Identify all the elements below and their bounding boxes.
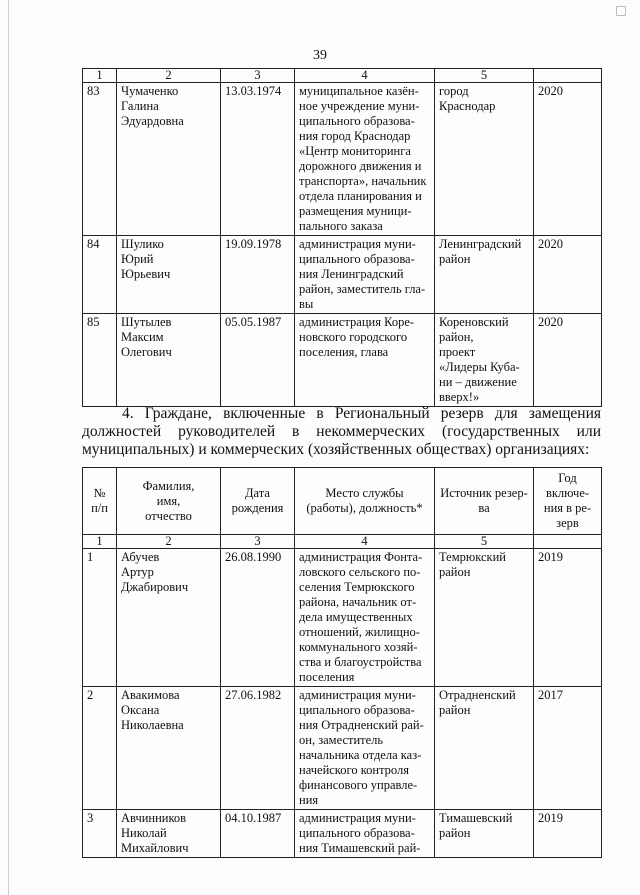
column-number: 3 bbox=[221, 535, 295, 549]
reserve-source: Тимашевский район bbox=[435, 810, 534, 858]
birth-date: 19.09.1978 bbox=[221, 236, 295, 314]
column-number-row bbox=[83, 69, 602, 83]
header-birth-date: Дата рождения bbox=[221, 468, 295, 535]
inclusion-year: 2020 bbox=[534, 236, 602, 314]
reserve-source: Отрадненский район bbox=[435, 687, 534, 810]
column-number: 2 bbox=[117, 69, 221, 83]
header-year: Год включе- ния в ре- зерв bbox=[534, 468, 602, 535]
birth-date: 27.06.1982 bbox=[221, 687, 295, 810]
reserve-source: город Краснодар bbox=[435, 83, 534, 236]
table-row bbox=[83, 549, 602, 687]
table-row bbox=[83, 236, 602, 314]
column-number bbox=[534, 69, 602, 83]
person-name: Авакимова Оксана Николаевна bbox=[117, 687, 221, 810]
person-name: Шулико Юрий Юрьевич bbox=[117, 236, 221, 314]
row-number: 3 bbox=[83, 810, 117, 858]
inclusion-year: 2017 bbox=[534, 687, 602, 810]
person-name: Авчинников Николай Михайлович bbox=[117, 810, 221, 858]
reserve-source: Ленинградский район bbox=[435, 236, 534, 314]
column-number: 3 bbox=[221, 69, 295, 83]
birth-date: 13.03.1974 bbox=[221, 83, 295, 236]
column-number: 4 bbox=[295, 535, 435, 549]
row-number: 83 bbox=[83, 83, 117, 236]
table-row bbox=[83, 687, 602, 810]
column-number: 2 bbox=[117, 535, 221, 549]
person-name: Шутылев Максим Олегович bbox=[117, 314, 221, 407]
header-row bbox=[83, 468, 602, 535]
corner-mark bbox=[616, 6, 626, 16]
page-binding-line bbox=[8, 0, 9, 895]
column-number: 1 bbox=[83, 535, 117, 549]
reserve-table-continued bbox=[82, 68, 602, 407]
header-source: Источник резер- ва bbox=[435, 468, 534, 535]
row-number: 2 bbox=[83, 687, 117, 810]
workplace-position: администрация муни- ципального образова- ния Отрадненский рай- он, заместитель начальника отдела каз- начейского контроля финансового управле- ния bbox=[295, 687, 435, 810]
header-number: № п/п bbox=[83, 468, 117, 535]
table-row bbox=[83, 314, 602, 407]
inclusion-year: 2020 bbox=[534, 83, 602, 236]
row-number: 85 bbox=[83, 314, 117, 407]
column-number bbox=[534, 535, 602, 549]
birth-date: 26.08.1990 bbox=[221, 549, 295, 687]
workplace-position: администрация муни- ципального образова- ния Тимашевский рай- bbox=[295, 810, 435, 858]
inclusion-year: 2019 bbox=[534, 810, 602, 858]
workplace-position: администрация Фонта- ловского сельского по- селения Темрюкского района, начальник от- дела имущественных отношений, жилищно- коммунального хозяй- ства и благоустройства поселения bbox=[295, 549, 435, 687]
column-number: 1 bbox=[83, 69, 117, 83]
column-number: 5 bbox=[435, 69, 534, 83]
reserve-table-section-4 bbox=[82, 467, 602, 858]
header-position: Место службы (работы), должность* bbox=[295, 468, 435, 535]
column-number: 5 bbox=[435, 535, 534, 549]
reserve-source: Темрюкский район bbox=[435, 549, 534, 687]
person-name: Абучев Артур Джабирович bbox=[117, 549, 221, 687]
birth-date: 05.05.1987 bbox=[221, 314, 295, 407]
row-number: 84 bbox=[83, 236, 117, 314]
person-name: Чумаченко Галина Эдуардовна bbox=[117, 83, 221, 236]
inclusion-year: 2019 bbox=[534, 549, 602, 687]
header-name: Фамилия, имя, отчество bbox=[117, 468, 221, 535]
page-number: 39 bbox=[313, 48, 327, 63]
row-number: 1 bbox=[83, 549, 117, 687]
reserve-source: Кореновский район, проект «Лидеры Кубa- ни – движение вверх!» bbox=[435, 314, 534, 407]
birth-date: 04.10.1987 bbox=[221, 810, 295, 858]
workplace-position: администрация Коре- новского городского поселения, глава bbox=[295, 314, 435, 407]
section-heading: 4. Граждане, включенные в Региональный резерв для замещения должностей руководителей в некоммерческих (государственных или муниципальных) и коммерческих (хозяйственных обществах) организациях: bbox=[82, 405, 601, 458]
workplace-position: муниципальное казён- ное учреждение муни- ципального образова- ния город Краснодар «Центр мониторинга дорожного движения и транспорта», начальник отдела планирования и размещения муници- пального заказа bbox=[295, 83, 435, 236]
column-number: 4 bbox=[295, 69, 435, 83]
table-row bbox=[83, 810, 602, 858]
workplace-position: администрация муни- ципального образова- ния Ленинградский район, заместитель гла- вы bbox=[295, 236, 435, 314]
inclusion-year: 2020 bbox=[534, 314, 602, 407]
column-number-row bbox=[83, 535, 602, 549]
table-row bbox=[83, 83, 602, 236]
